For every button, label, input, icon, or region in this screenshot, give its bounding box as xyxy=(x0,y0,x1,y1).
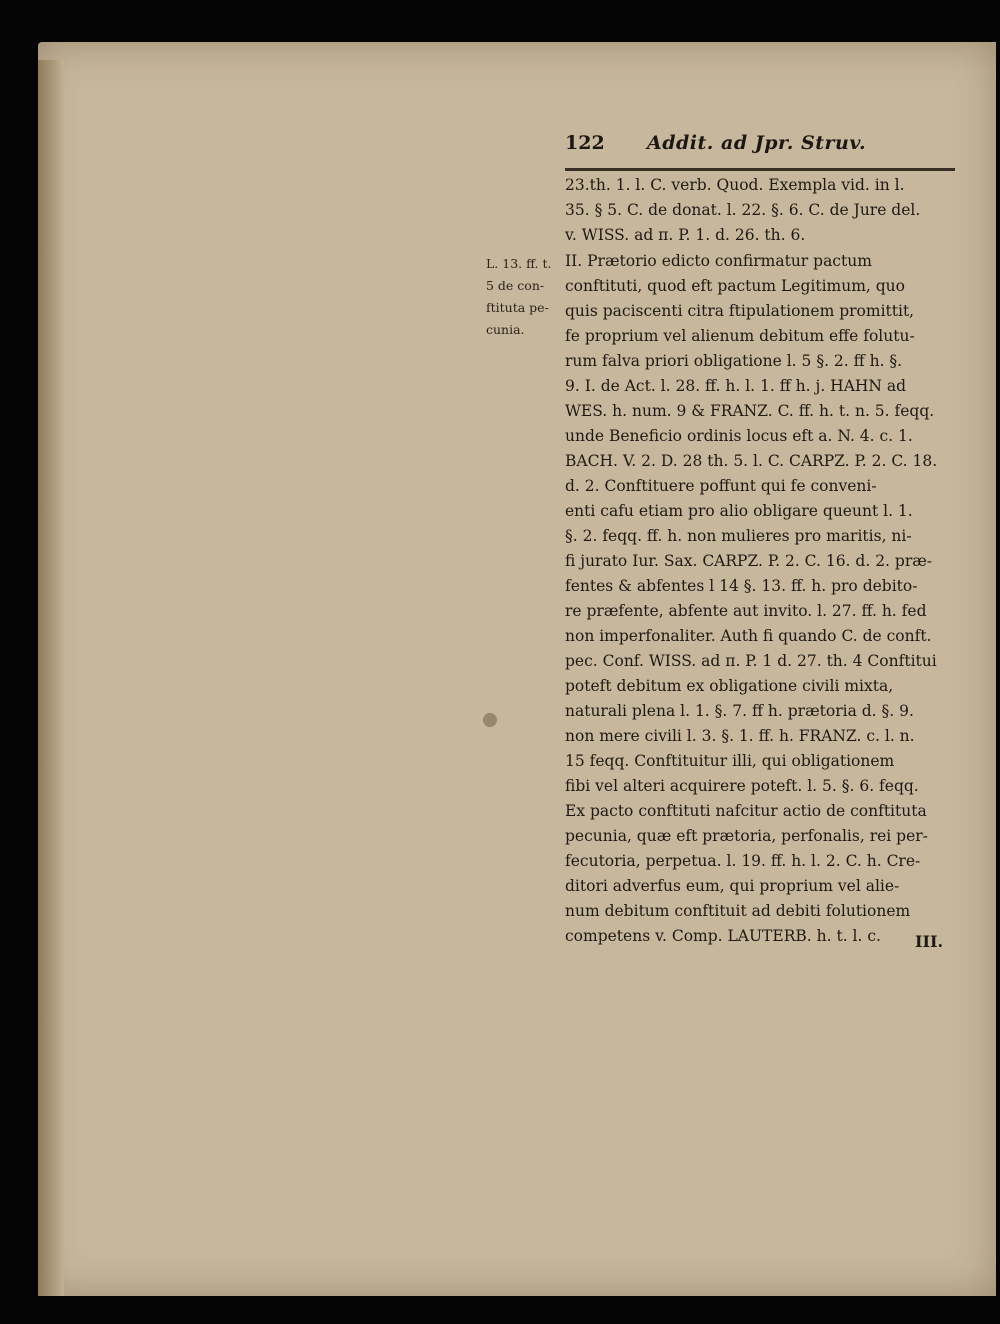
margin-note-line: ftituta pe- xyxy=(486,300,549,315)
text-line: pec. Conf. WISS. ad π. P. 1 d. 27. th. 4 Conftitui xyxy=(565,652,937,670)
text-line: quis paciscenti citra ftipulationem promittit, xyxy=(565,302,915,320)
text-line: 35. § 5. C. de donat. l. 22. §. 6. C. de Jure del. xyxy=(565,201,921,219)
margin-note-line: cunia. xyxy=(486,322,525,337)
text-line: fecutoria, perpetua. l. 19. ff. h. l. 2. C. h. Cre- xyxy=(565,852,921,870)
text-line: fe proprium vel alienum debitum effe folutu- xyxy=(565,327,915,345)
text-line: competens v. Comp. LAUTERB. h. t. l. c. xyxy=(565,927,881,945)
text-line: WES. h. num. 9 & FRANZ. C. ff. h. t. n. 5. feqq. xyxy=(565,402,935,420)
text-line: Ex pacto conftituti nafcitur actio de conftituta xyxy=(565,802,927,820)
text-line: BACH. V. 2. D. 28 th. 5. l. C. CARPZ. P. 2. C. 18. xyxy=(565,452,938,470)
text-line: non imperfonaliter. Auth fi quando C. de conft. xyxy=(565,627,932,645)
page-header xyxy=(565,128,955,171)
text-line: 9. I. de Act. l. 28. ff. h. l. 1. ff h. j. HAHN ad xyxy=(565,377,907,395)
catchword: III. xyxy=(915,932,944,951)
text-line: rum falva priori obligatione l. 5 §. 2. ff h. §. xyxy=(565,352,903,370)
text-line: v. WISS. ad π. P. 1. d. 26. th. 6. xyxy=(565,226,806,244)
running-title: Addit. ad Jpr. Struv. xyxy=(647,132,867,154)
text-line: ditori adverfus eum, qui proprium vel alie- xyxy=(565,877,900,895)
text-line: II. Prætorio edicto confirmatur pactum xyxy=(565,252,872,270)
text-line: re præfente, abfente aut invito. l. 27. ff. h. fed xyxy=(565,602,927,620)
ink-spot xyxy=(483,713,497,727)
text-line: 15 feqq. Conftituitur illi, qui obligationem xyxy=(565,752,895,770)
text-line: naturali plena l. 1. §. 7. ff h. prætoria d. §. 9. xyxy=(565,702,914,720)
page-number: 122 xyxy=(565,132,605,154)
text-line: num debitum conftituit ad debiti folutionem xyxy=(565,902,911,920)
text-line: fibi vel alteri acquirere poteft. l. 5. §. 6. feqq. xyxy=(565,777,919,795)
text-line: non mere civili l. 3. §. 1. ff. h. FRANZ. c. l. n. xyxy=(565,727,915,745)
text-line: conftituti, quod eft pactum Legitimum, quo xyxy=(565,277,906,295)
text-line: pecunia, quæ eft prætoria, perfonalis, rei per- xyxy=(565,827,928,845)
text-line: unde Beneficio ordinis locus eft a. N. 4. c. 1. xyxy=(565,427,913,445)
text-line: §. 2. feqq. ff. h. non mulieres pro maritis, ni- xyxy=(565,527,912,545)
text-line: enti cafu etiam pro alio obligare queunt l. 1. xyxy=(565,502,913,520)
text-line: poteft debitum ex obligatione civili mixta, xyxy=(565,677,894,695)
margin-note-line: 5 de con- xyxy=(486,278,545,293)
page-edge xyxy=(38,60,64,1296)
text-line: fentes & abfentes l 14 §. 13. ff. h. pro debito- xyxy=(565,577,918,595)
text-line: 23.th. 1. l. C. verb. Quod. Exempla vid. in l. xyxy=(565,176,905,194)
margin-note-line: L. 13. ff. t. xyxy=(486,256,552,271)
text-line: fi jurato Iur. Sax. CARPZ. P. 2. C. 16. d. 2. præ- xyxy=(565,552,933,570)
text-line: d. 2. Conftituere poffunt qui fe conveni- xyxy=(565,477,877,495)
